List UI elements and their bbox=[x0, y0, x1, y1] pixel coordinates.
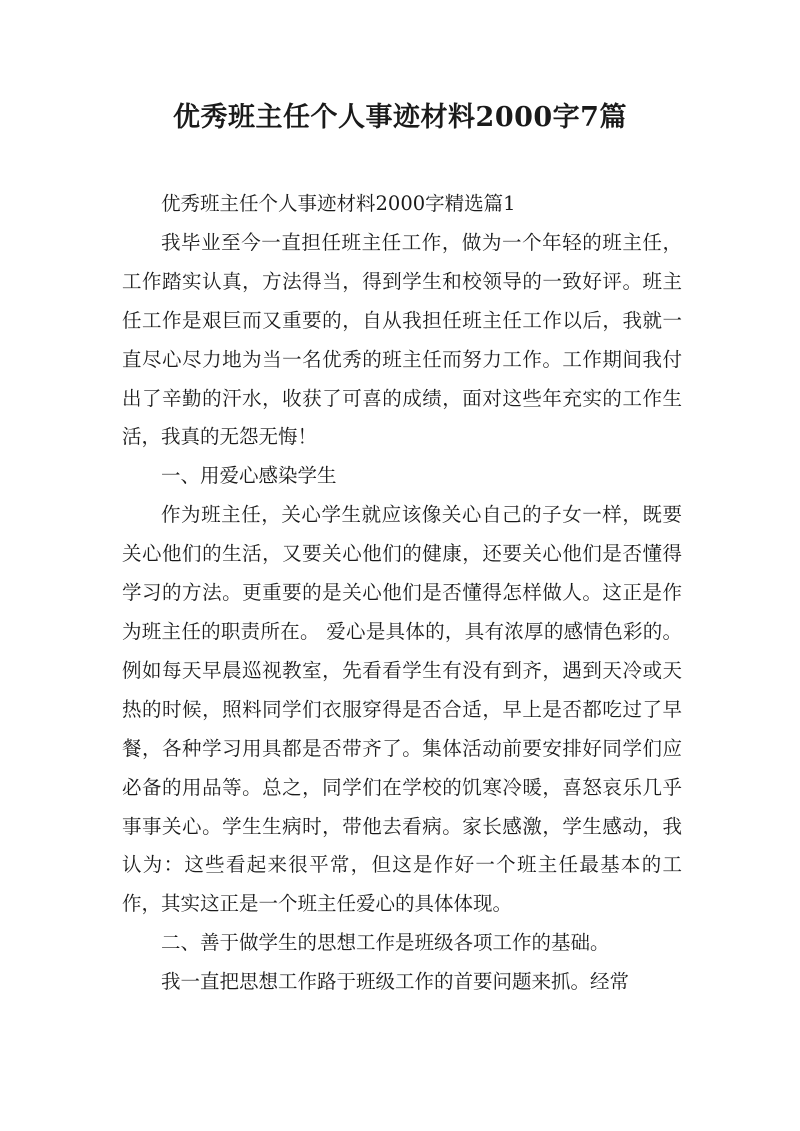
body-paragraph: 作为班主任，关心学生就应该像关心自己的子女一样，既要关心他们的生活，又要关心他们的健康，还要关心他们是否懂得学习的方法。更重要的是关心他们是否懂得怎样做人。这正是作为班主任的职责所在。 爱心是具体的，具有浓厚的感情色彩的。例如每天早晨巡视教室，先看看学生有没有到齐，遇到天冷或天热的时候，照料同学们衣服穿得是否合适，早上是否都吃过了早餐，各种学习用具都是否带齐了。集体活动前要安排好同学们应必备的用品等。总之，同学们在学校的饥寒冷暖，喜怒哀乐几乎事事关心。学生生病时，带他去看病。家长感激，学生感动，我认为：这些看起来很平常，但这是作好一个班主任最基本的工作，其实这正是一个班主任爱心的具体体现。 bbox=[122, 503, 682, 916]
document-title: 优秀班主任个人事迹材料2000字7篇 bbox=[173, 102, 627, 133]
body-paragraph: 我一直把思想工作路于班级工作的首要问题来抓。经常 bbox=[161, 970, 630, 994]
section-heading: 优秀班主任个人事迹材料2000字精选篇1 bbox=[161, 192, 516, 215]
subsection-heading: 二、善于做学生的思想工作是班级各项工作的基础。 bbox=[161, 931, 610, 955]
subsection-heading: 一、用爱心感染学生 bbox=[161, 464, 337, 488]
body-paragraph: 我毕业至今一直担任班主任工作，做为一个年轻的班主任，工作踏实认真，方法得当，得到学生和校领导的一致好评。班主任工作是艰巨而又重要的，自从我担任班主任工作以后，我就一直尽心尽力地为当一名优秀的班主任而努力工作。工作期间我付出了辛勤的汗水，收获了可喜的成绩，面对这些年充实的工作生活，我真的无怨无悔！ bbox=[122, 230, 682, 449]
document-body bbox=[122, 185, 682, 1002]
